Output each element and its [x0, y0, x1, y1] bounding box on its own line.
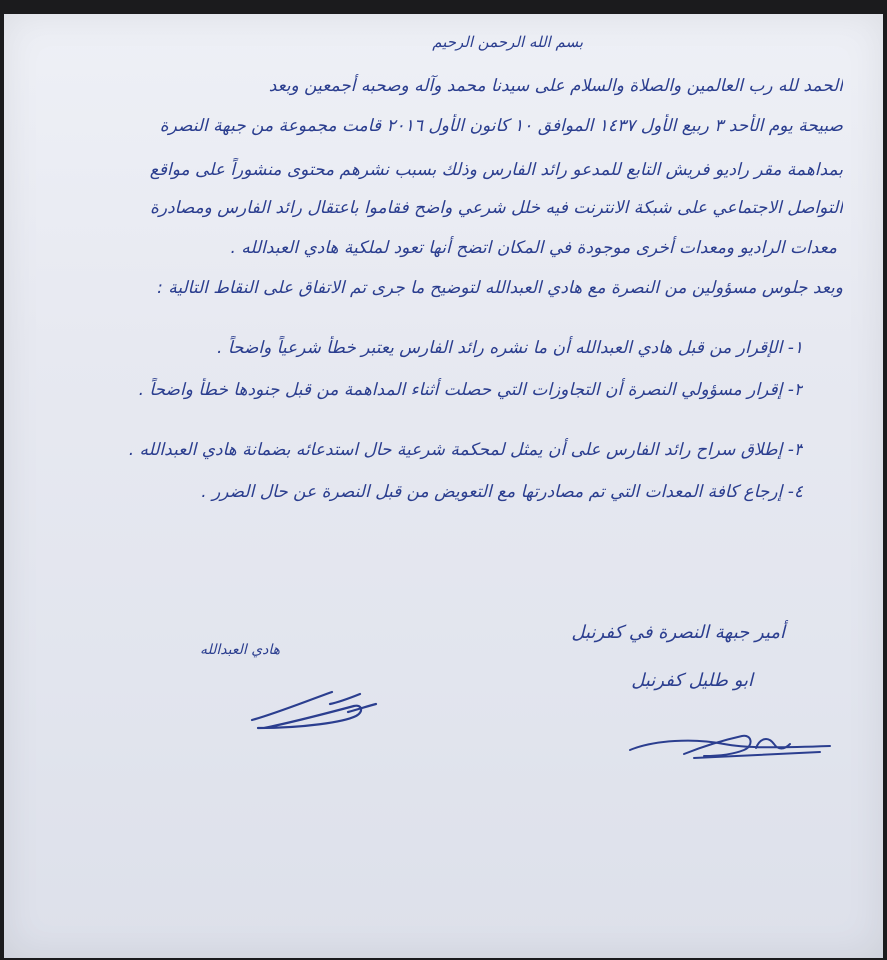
text-line-5: معدات الراديو ومعدات أخرى موجودة في المكان اتضح أنها تعود لملكية هادي العبدالله .: [230, 238, 837, 258]
handwritten-letter: [4, 14, 883, 958]
point-1: ١- الإقرار من قبل هادي العبدالله أن ما نشره رائد الفارس يعتبر خطأً شرعياً واضحاً .: [217, 338, 803, 358]
basmala: بسم الله الرحمن الرحيم: [432, 33, 583, 51]
text-line-4: التواصل الاجتماعي على شبكة الانترنت فيه خلل شرعي واضح فقاموا باعتقال رائد الفارس ومصادرة: [149, 198, 843, 218]
point-4: ٤- إرجاع كافة المعدات التي تم مصادرتها مع التعويض من قبل النصرة عن حال الضرر .: [201, 482, 803, 502]
signature-name-right: ابو طليل كفرنبل: [631, 670, 753, 691]
signature-scribble-right: [624, 726, 834, 766]
point-2: ٢- إقرار مسؤولي النصرة أن التجاوزات التي حصلت أثناء المداهمة من قبل جنودها خطأً واضحاً .: [138, 380, 803, 400]
text-line-2: صبيحة يوم الأحد ٣ ربيع الأول ١٤٣٧ الموافق ١٠ كانون الأول ٢٠١٦ قامت مجموعة من جبهة النصرة: [159, 116, 843, 136]
signature-name-left: هادي العبدالله: [200, 642, 281, 658]
point-3: ٣- إطلاق سراح رائد الفارس على أن يمثل لمحكمة شرعية حال استدعائه بضمانة هادي العبدالله .: [128, 440, 803, 460]
text-line-1: الحمد لله رب العالمين والصلاة والسلام على سيدنا محمد وآله وصحبه أجمعين وبعد: [268, 76, 843, 96]
signature-title-right: أمير جبهة النصرة في كفرنبل: [571, 622, 785, 643]
text-line-6: وبعد جلوس مسؤولين من النصرة مع هادي العبدالله لتوضيح ما جرى تم الاتفاق على النقاط التالية :: [157, 278, 843, 298]
text-line-3: بمداهمة مقر راديو فريش التابع للمدعو رائد الفارس وذلك بسبب نشرهم محتوى منشوراً على مواقع: [149, 160, 843, 180]
signature-scribble-left: [244, 684, 384, 734]
